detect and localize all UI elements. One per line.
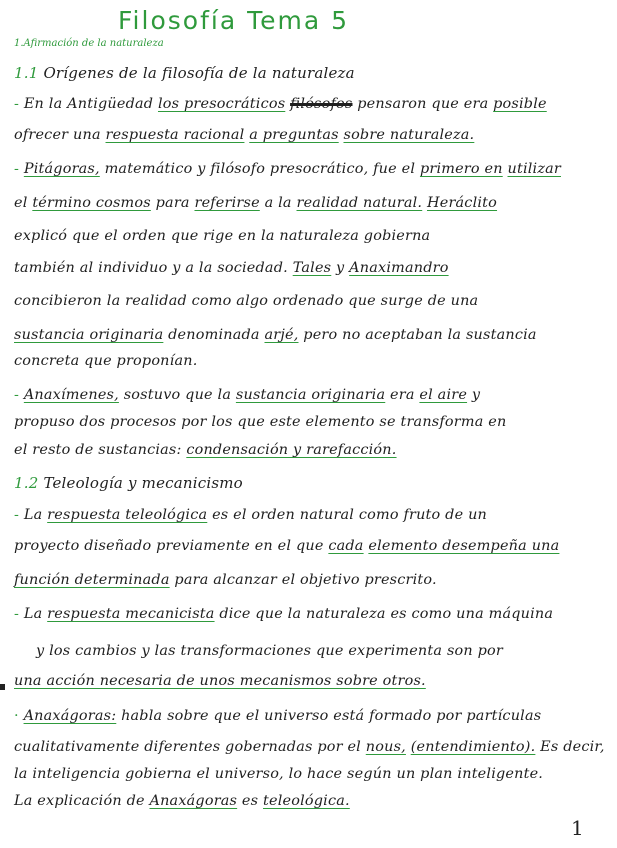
heading-text: Orígenes de la filosofía de la naturaleza — [43, 64, 355, 82]
text-span: denominada — [168, 327, 260, 343]
scan-margin-mark — [0, 684, 5, 690]
text-span: La explicación de — [14, 793, 145, 809]
bullet-dash: - — [14, 606, 20, 622]
note-line — [14, 506, 604, 524]
underlined-term: Heráclito — [426, 195, 498, 211]
underlined-term: cada — [328, 538, 364, 554]
note-line — [14, 605, 604, 623]
text-span: y — [471, 387, 481, 403]
underlined-term: Anaximandro — [349, 260, 449, 276]
section-subtitle: 1.Afirmación de la naturaleza — [14, 38, 164, 49]
underlined-term: respuesta racional — [105, 127, 245, 143]
text-span: habla sobre que el universo está formado por partículas — [121, 708, 542, 724]
underlined-term: sobre naturaleza. — [343, 127, 475, 143]
underlined-term: Tales — [292, 260, 332, 276]
note-line — [14, 326, 604, 344]
text-span: y — [336, 260, 345, 276]
text-span: para alcanzar el objetivo prescrito. — [174, 572, 437, 588]
text-span: concreta que proponían. — [14, 353, 198, 369]
text-span: dice que la naturaleza es como una máquina — [219, 606, 554, 622]
text-span: En la Antigüedad — [23, 96, 154, 112]
text-span: la inteligencia gobierna el universo, lo hace según un plan inteligente. — [14, 766, 544, 782]
note-line — [14, 571, 604, 589]
text-span: matemático y filósofo presocrático, fue el — [104, 161, 416, 177]
note-line — [14, 126, 604, 144]
bullet-dash: - — [14, 507, 20, 523]
underlined-term: arjé, — [264, 327, 299, 343]
note-line — [14, 738, 604, 756]
crossed-out-word: filósofos — [290, 96, 353, 112]
underlined-term: Anaxímenes, — [23, 387, 119, 403]
heading-number: 1.2 — [14, 474, 39, 492]
note-line — [14, 441, 604, 459]
heading-number: 1.1 — [14, 64, 39, 82]
note-line — [14, 95, 604, 113]
note-line — [14, 386, 604, 404]
bullet-dot: · — [14, 708, 19, 724]
underlined-term: una acción necesaria de unos mecanismos sobre otros. — [14, 673, 426, 689]
note-line — [14, 292, 604, 310]
note-line — [14, 707, 604, 725]
text-span: proyecto diseñado previamente en el que — [14, 538, 324, 554]
text-span: sostuvo que la — [123, 387, 232, 403]
underlined-term: primero en — [419, 161, 503, 177]
underlined-term: posible — [493, 96, 547, 112]
note-line — [14, 194, 604, 212]
text-span: para — [155, 195, 190, 211]
underlined-term: referirse — [194, 195, 260, 211]
underlined-term: elemento desempeña una — [368, 538, 560, 554]
underlined-term: función determinada — [14, 572, 170, 588]
text-span: era — [390, 387, 415, 403]
text-span: y los cambios y las transformaciones que experimenta son por — [36, 643, 503, 659]
bullet-dash: - — [14, 161, 20, 177]
underlined-term: respuesta teleológica — [47, 507, 208, 523]
underlined-term: a preguntas — [249, 127, 339, 143]
underlined-term: término cosmos — [32, 195, 151, 211]
underlined-term: el aire — [419, 387, 468, 403]
heading-1-1 — [14, 64, 604, 82]
text-span: explicó que el orden que rige en la naturaleza gobierna — [14, 228, 431, 244]
text-span: es el orden natural como fruto de un — [212, 507, 488, 523]
text-span: también al individuo y a la sociedad. — [14, 260, 288, 276]
underlined-term: Pitágoras, — [23, 161, 100, 177]
text-span: pensaron que era — [357, 96, 489, 112]
note-line — [36, 642, 606, 660]
note-line — [14, 672, 604, 690]
underlined-term: sustancia originaria — [235, 387, 386, 403]
text-span: concibieron la realidad como algo ordenado que surge de una — [14, 293, 479, 309]
bullet-dash: - — [14, 387, 20, 403]
text-span: La — [23, 507, 43, 523]
underlined-term: Anaxágoras — [149, 793, 238, 809]
page-number: 1 — [571, 816, 584, 840]
text-span: a la — [264, 195, 292, 211]
underlined-term: Anaxágoras: — [23, 708, 117, 724]
underlined-term: nous, — [365, 739, 406, 755]
text-span: La — [23, 606, 43, 622]
note-line — [14, 537, 604, 555]
note-line — [14, 413, 604, 431]
underlined-term: realidad natural. — [296, 195, 423, 211]
bullet-dash: - — [14, 96, 20, 112]
text-span: cualitativamente diferentes gobernadas por el — [14, 739, 361, 755]
note-line — [14, 160, 604, 178]
heading-1-2 — [14, 474, 604, 492]
text-span: pero no aceptaban la sustancia — [303, 327, 537, 343]
note-line — [14, 765, 604, 783]
underlined-term: utilizar — [507, 161, 561, 177]
underlined-term: los presocráticos — [157, 96, 286, 112]
text-span: ofrecer una — [14, 127, 101, 143]
note-line — [14, 259, 604, 277]
text-span: es — [241, 793, 259, 809]
underlined-term: (entendimiento). — [410, 739, 536, 755]
text-span: propuso dos procesos por los que este elemento se transforma en — [14, 414, 507, 430]
note-line — [14, 792, 604, 810]
underlined-term: sustancia originaria — [14, 327, 164, 343]
note-line — [14, 227, 604, 245]
heading-text: Teleología y mecanicismo — [43, 474, 243, 492]
text-span: el resto de sustancias: — [14, 442, 182, 458]
text-span: el — [14, 195, 28, 211]
underlined-term: condensación y rarefacción. — [186, 442, 397, 458]
note-line — [14, 352, 604, 370]
page-title: Filosofía Tema 5 — [118, 6, 350, 35]
underlined-term: teleológica. — [263, 793, 350, 809]
underlined-term: respuesta mecanicista — [47, 606, 215, 622]
text-span: Es decir, — [540, 739, 605, 755]
